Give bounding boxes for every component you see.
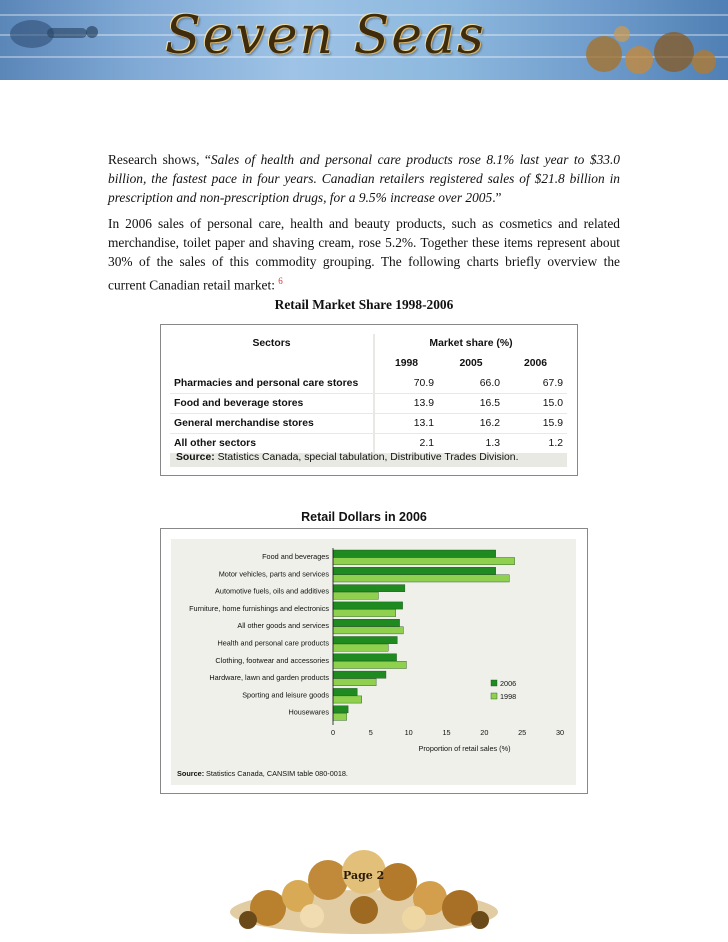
year-header: 1998 xyxy=(374,354,438,374)
sector-label: Pharmacies and personal care stores xyxy=(170,374,374,394)
category-label: Furniture, home furnishings and electronics xyxy=(189,603,329,613)
x-axis-label: Proportion of retail sales (%) xyxy=(418,744,511,753)
bar-2006 xyxy=(333,671,386,678)
source-label: Source: xyxy=(176,452,215,463)
market-share-header: Market share (%) xyxy=(374,334,567,354)
bar-2006 xyxy=(333,619,400,626)
share-value: 2.1 xyxy=(374,434,438,454)
year-header: 2006 xyxy=(504,354,567,374)
legend-label: 1998 xyxy=(500,692,517,701)
share-value: 13.1 xyxy=(374,414,438,434)
category-label: Sporting and leisure goods xyxy=(242,690,329,700)
category-label: Automotive fuels, oils and additives xyxy=(215,586,329,596)
share-value: 16.2 xyxy=(438,414,504,434)
market-share-figure xyxy=(160,324,578,476)
bar-1998 xyxy=(333,609,396,616)
category-label: Hardware, lawn and garden products xyxy=(209,673,329,683)
bar-1998 xyxy=(333,713,347,720)
table-row xyxy=(170,434,567,454)
legend-swatch-1998 xyxy=(491,693,497,699)
category-label: Food and beverages xyxy=(262,552,329,561)
intro-paragraph xyxy=(108,150,620,208)
table-row xyxy=(170,414,567,434)
share-value: 70.9 xyxy=(374,374,438,394)
bar-1998 xyxy=(333,644,388,651)
source-text: Statistics Canada, special tabulation, Distributive Trades Division. xyxy=(214,452,519,463)
market-share-heading: Retail Market Share 1998-2006 xyxy=(274,297,454,312)
seven-seas-banner xyxy=(0,0,728,80)
share-value: 15.9 xyxy=(504,414,567,434)
bar-1998 xyxy=(333,575,509,582)
bar-1998 xyxy=(333,558,515,565)
intro-lead: Research shows, “ xyxy=(108,152,211,167)
sector-label: General merchandise stores xyxy=(170,414,374,434)
year-header: 2005 xyxy=(438,354,504,374)
overview-paragraph xyxy=(108,214,620,294)
share-value: 1.2 xyxy=(504,434,567,454)
diver-icon xyxy=(2,4,122,64)
retail-dollars-figure xyxy=(160,528,588,794)
category-label: All other goods and services xyxy=(237,621,329,631)
bar-2006 xyxy=(333,550,496,557)
share-value: 1.3 xyxy=(438,434,504,454)
bar-2006 xyxy=(333,688,357,695)
legend-swatch-2006 xyxy=(491,680,497,686)
page-label: Page 2 xyxy=(343,869,385,882)
coral-icon xyxy=(564,4,724,76)
x-tick-label: 5 xyxy=(368,728,373,737)
share-value: 16.5 xyxy=(438,394,504,414)
bar-1998 xyxy=(333,592,378,599)
retail-dollars-chart xyxy=(171,539,576,785)
retail-dollars-panel xyxy=(171,539,576,785)
table-row xyxy=(170,394,567,414)
table-source xyxy=(176,452,518,463)
table-row xyxy=(170,374,567,394)
retail-dollars-heading: Retail Dollars in 2006 xyxy=(301,510,427,524)
chart-source-text: Statistics Canada, CANSIM table 080-0018. xyxy=(206,769,348,778)
share-value: 67.9 xyxy=(504,374,567,394)
market-share-panel xyxy=(170,334,567,467)
share-value: 13.9 xyxy=(374,394,438,414)
bar-1998 xyxy=(333,679,376,686)
legend-label: 2006 xyxy=(500,679,517,688)
overview-text: In 2006 sales of personal care, health and beauty products, such as cosmetics and related merchandise, toilet paper and shaving cream, rose 5.2%. Together these items represent about 30% of the sales of this commodity grouping. The following charts briefly overview the current Canadian retail market: xyxy=(108,216,620,293)
category-label: Motor vehicles, parts and services xyxy=(218,569,329,579)
sponges-footer-image xyxy=(228,850,500,936)
intro-tail: .” xyxy=(492,190,502,206)
footnote-marker[interactable]: 6 xyxy=(278,275,283,286)
intro-quote: Sales of health and personal care products rose 8.1% last year to $33.0 billion, the fastest pace in four years. Canadian retailers registered sales of $21.8 billion in prescription and non-prescription drugs, for a 9.5% increase over 2005 xyxy=(108,152,620,206)
bar-1998 xyxy=(333,661,406,668)
x-tick-label: 15 xyxy=(442,728,451,737)
share-value: 15.0 xyxy=(504,394,567,414)
chart-source-label: Source: xyxy=(177,769,205,778)
category-label: Health and personal care products xyxy=(217,638,329,648)
banner-title: Seven Seas xyxy=(165,6,486,66)
x-tick-label: 0 xyxy=(330,728,336,737)
share-value: 66.0 xyxy=(438,374,504,394)
sectors-header: Sectors xyxy=(170,334,374,354)
bar-1998 xyxy=(333,627,403,634)
market-share-table xyxy=(170,334,567,454)
bar-1998 xyxy=(333,696,362,703)
category-label: Housewares xyxy=(288,707,329,717)
category-label: Clothing, footwear and accessories xyxy=(215,655,329,665)
bar-2006 xyxy=(333,706,348,713)
bar-2006 xyxy=(333,567,496,574)
x-tick-label: 20 xyxy=(480,728,489,737)
sector-label: All other sectors xyxy=(170,434,374,454)
bar-2006 xyxy=(333,602,403,609)
x-tick-label: 10 xyxy=(404,728,413,737)
bar-2006 xyxy=(333,654,397,661)
x-tick-label: 25 xyxy=(518,728,527,737)
bar-2006 xyxy=(333,585,405,592)
x-tick-label: 30 xyxy=(555,728,565,737)
sector-label: Food and beverage stores xyxy=(170,394,374,414)
bar-2006 xyxy=(333,637,397,644)
sectors-header-blank xyxy=(170,354,374,374)
